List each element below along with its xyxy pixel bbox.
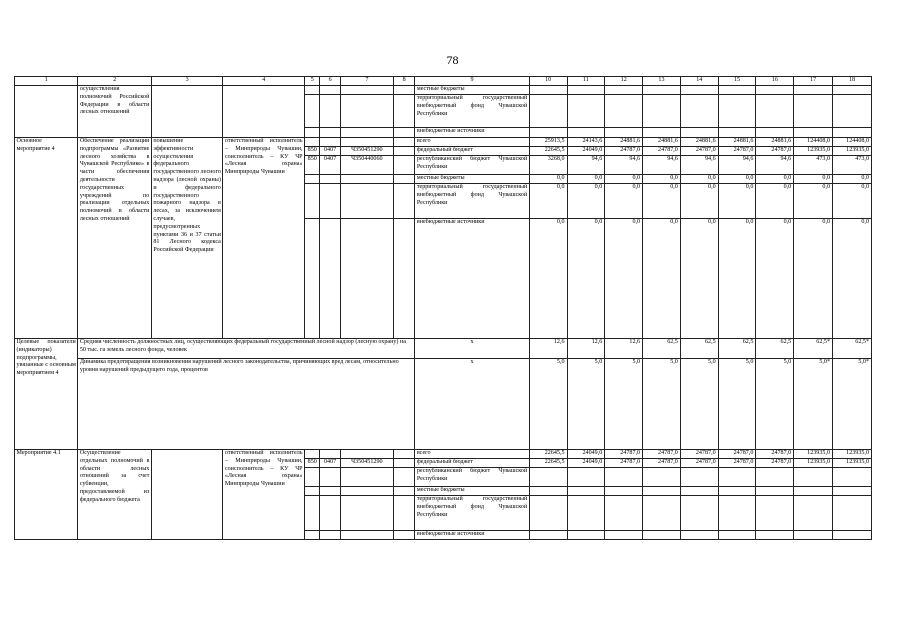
value-cell: 0,0: [794, 184, 833, 219]
cont-measure-name: осуществления полномочий Российской Федерации в области лесных отношений: [78, 86, 152, 138]
value-cell: [605, 487, 643, 496]
value-cell: 24049,0: [567, 450, 605, 459]
value-cell: 24881,6: [680, 138, 718, 147]
code-cell: [320, 138, 340, 147]
value-cell: 24049,0: [567, 459, 605, 468]
m4-result: повышение эффективности осуществления федерального государственного лесного надзора (лесной охраны) и федерального государственного пожарного надзора в лесах, за исключением случаев, предусмотренных пунктами 36 и 37 статьи 81 Лесного кодекса Российской Федерации: [151, 138, 223, 339]
value-cell: [567, 487, 605, 496]
value-cell: [718, 86, 756, 95]
cont-col1: [15, 86, 78, 138]
code-cell: [305, 128, 320, 138]
value-cell: [529, 86, 567, 95]
funding-source: республиканский бюджет Чувашской Республики: [415, 468, 529, 487]
funding-source: территориальный государственный внебюджетный фонд Чувашской Республики: [415, 184, 529, 219]
value-cell: [794, 487, 833, 496]
value-cell: [605, 95, 643, 128]
column-number: 8: [393, 77, 414, 86]
column-number: 3: [151, 77, 223, 86]
value-cell: 25913,5: [529, 138, 567, 147]
value-cell: 24787,0: [605, 147, 643, 156]
column-number: 13: [643, 77, 681, 86]
value-cell: 0,0: [529, 175, 567, 184]
value-cell: [718, 487, 756, 496]
column-number: 15: [718, 77, 756, 86]
value-cell: 22645,5: [529, 147, 567, 156]
funding-source: федеральный бюджет: [415, 459, 529, 468]
value-cell: [680, 531, 718, 540]
m4-title: Основное мероприятие 4: [15, 138, 78, 339]
value-cell: [605, 468, 643, 487]
funding-source: местные бюджеты: [415, 175, 529, 184]
code-cell: [320, 175, 340, 184]
value-cell: [794, 128, 833, 138]
value-cell: 0,0: [833, 175, 872, 184]
column-number: 17: [794, 77, 833, 86]
value-cell: [567, 531, 605, 540]
value-cell: [718, 128, 756, 138]
value-cell: [833, 496, 872, 531]
code-cell: Ч350451290: [340, 459, 393, 468]
code-cell: [340, 487, 393, 496]
m41-result: [151, 450, 223, 540]
value-cell: 24049,0: [567, 147, 605, 156]
indicator-x: x: [415, 359, 529, 450]
value-cell: 0,0: [605, 219, 643, 339]
value-cell: 0,0: [833, 219, 872, 339]
value-cell: 24787,0: [718, 459, 756, 468]
value-cell: 123935,0: [833, 147, 872, 156]
funding-source: территориальный государственный внебюджетный фонд Чувашской Республики: [415, 95, 529, 128]
code-cell: [320, 496, 340, 531]
value-cell: 0,0: [756, 175, 794, 184]
value-cell: 0,0: [718, 175, 756, 184]
value-cell: [529, 95, 567, 128]
value-cell: [605, 86, 643, 95]
value-cell: 24881,6: [718, 138, 756, 147]
code-cell: [393, 219, 414, 339]
code-cell: [305, 86, 320, 95]
value-cell: [605, 128, 643, 138]
value-cell: [567, 95, 605, 128]
code-cell: [340, 219, 393, 339]
m41-name: Осуществление отдельных полномочий в области лесных отношений за счет субвенции, предоставляемой из федерального бюджета: [78, 450, 152, 540]
column-number: 7: [340, 77, 393, 86]
column-number: 18: [833, 77, 872, 86]
value-cell: 24787,0: [680, 450, 718, 459]
column-number: 1: [15, 77, 78, 86]
code-cell: [393, 138, 414, 147]
indicator-value: 62,5*: [833, 339, 872, 359]
value-cell: [718, 531, 756, 540]
value-cell: 0,0: [643, 175, 681, 184]
code-cell: [340, 184, 393, 219]
value-cell: [756, 86, 794, 95]
value-cell: [643, 468, 681, 487]
value-cell: [643, 487, 681, 496]
code-cell: [393, 175, 414, 184]
column-number: 10: [529, 77, 567, 86]
table-row: [15, 86, 872, 95]
value-cell: 0,0: [605, 175, 643, 184]
code-cell: 0407: [320, 147, 340, 156]
code-cell: [320, 531, 340, 540]
code-cell: [393, 184, 414, 219]
value-cell: [833, 468, 872, 487]
code-cell: [393, 531, 414, 540]
indicator-value: 12,6: [605, 339, 643, 359]
value-cell: [756, 531, 794, 540]
value-cell: 24881,6: [643, 138, 681, 147]
value-cell: [833, 86, 872, 95]
value-cell: 123935,0: [833, 459, 872, 468]
m4-name: Обеспечение реализации подпрограммы «Развитие лесного хозяйства в Чувашской Республике» в части обеспечения деятельности государственных учреждений по реализации отдельных полномочий в области лесных отношений: [78, 138, 152, 339]
value-cell: 24787,0: [756, 459, 794, 468]
code-cell: 0407: [320, 459, 340, 468]
code-cell: [320, 219, 340, 339]
code-cell: [305, 184, 320, 219]
value-cell: 24787,0: [718, 450, 756, 459]
code-cell: [340, 128, 393, 138]
code-cell: [393, 95, 414, 128]
funding-source: местные бюджеты: [415, 86, 529, 95]
value-cell: [643, 86, 681, 95]
value-cell: [643, 531, 681, 540]
indicator-value: 5,0: [718, 359, 756, 450]
value-cell: [529, 128, 567, 138]
value-cell: [680, 95, 718, 128]
value-cell: [680, 86, 718, 95]
value-cell: 0,0: [794, 175, 833, 184]
code-cell: [340, 468, 393, 487]
value-cell: [833, 95, 872, 128]
code-cell: 850: [305, 459, 320, 468]
column-number: 9: [415, 77, 529, 86]
value-cell: [718, 95, 756, 128]
value-cell: [794, 86, 833, 95]
value-cell: [529, 531, 567, 540]
indicator-value: 5,0*: [833, 359, 872, 450]
value-cell: 0,0: [833, 184, 872, 219]
value-cell: [567, 468, 605, 487]
code-cell: 850: [305, 156, 320, 175]
value-cell: 24787,0: [718, 147, 756, 156]
indicator-value: 5,0: [567, 359, 605, 450]
value-cell: 0,0: [756, 184, 794, 219]
value-cell: 94,6: [718, 156, 756, 175]
code-cell: [340, 531, 393, 540]
program-table: [14, 76, 872, 540]
code-cell: [320, 468, 340, 487]
value-cell: [833, 128, 872, 138]
code-cell: [305, 468, 320, 487]
page-number: 78: [446, 53, 459, 67]
code-cell: [305, 450, 320, 459]
funding-source: территориальный государственный внебюджетный фонд Чувашской Республики: [415, 496, 529, 531]
value-cell: 24787,0: [756, 147, 794, 156]
value-cell: 24787,0: [643, 459, 681, 468]
code-cell: [393, 147, 414, 156]
value-cell: 124408,0: [794, 138, 833, 147]
value-cell: [529, 468, 567, 487]
value-cell: 0,0: [529, 219, 567, 339]
indicator-value: 5,0: [643, 359, 681, 450]
value-cell: 0,0: [680, 184, 718, 219]
code-cell: [320, 487, 340, 496]
value-cell: [794, 496, 833, 531]
value-cell: 3268,0: [529, 156, 567, 175]
value-cell: [756, 487, 794, 496]
cont-col4: [223, 86, 305, 138]
targets-title: Целевые показатели (индикаторы) подпрограммы, увязанные с основным мероприятием 4: [15, 339, 78, 450]
column-number: 11: [567, 77, 605, 86]
value-cell: [794, 468, 833, 487]
indicator-value: 62,5: [756, 339, 794, 359]
code-cell: Ч350451290: [340, 147, 393, 156]
value-cell: 0,0: [567, 184, 605, 219]
value-cell: [756, 468, 794, 487]
funding-source: всего: [415, 450, 529, 459]
value-cell: 24787,0: [605, 450, 643, 459]
m41-executor: ответственный исполнитель – Минприроды Чувашии, соисполнитель – КУ ЧР «Лесная охрана» Минприроды Чувашии: [223, 450, 305, 540]
value-cell: [643, 95, 681, 128]
indicator-value: 5,0*: [794, 359, 833, 450]
value-cell: 94,6: [567, 156, 605, 175]
code-cell: [340, 86, 393, 95]
value-cell: [567, 86, 605, 95]
value-cell: 0,0: [680, 219, 718, 339]
table-row: [15, 450, 872, 459]
value-cell: 123935,0: [794, 450, 833, 459]
indicator-value: 12,6: [567, 339, 605, 359]
value-cell: 24787,0: [756, 450, 794, 459]
code-cell: [340, 138, 393, 147]
value-cell: [605, 531, 643, 540]
code-cell: [393, 128, 414, 138]
code-cell: [320, 86, 340, 95]
value-cell: [718, 496, 756, 531]
value-cell: 0,0: [605, 184, 643, 219]
code-cell: [393, 450, 414, 459]
value-cell: 123935,0: [794, 147, 833, 156]
value-cell: [605, 496, 643, 531]
value-cell: 24143,6: [567, 138, 605, 147]
column-number: 12: [605, 77, 643, 86]
code-cell: [393, 468, 414, 487]
indicator-value: 62,5: [718, 339, 756, 359]
column-number: 4: [223, 77, 305, 86]
value-cell: 94,6: [605, 156, 643, 175]
column-number: 14: [680, 77, 718, 86]
value-cell: [567, 496, 605, 531]
value-cell: [833, 487, 872, 496]
indicator-text: Средняя численность должностных лиц, осуществляющих федеральный государственный лесной надзор (лесную охрану) на 50 тыс. га земель лесного фонда, человек: [78, 339, 415, 359]
indicator-value: 62,5: [680, 339, 718, 359]
code-cell: [340, 496, 393, 531]
value-cell: 24787,0: [605, 459, 643, 468]
value-cell: [794, 531, 833, 540]
value-cell: 123935,0: [833, 450, 872, 459]
table-row: [15, 359, 872, 450]
funding-source: федеральный бюджет: [415, 147, 529, 156]
value-cell: 0,0: [794, 219, 833, 339]
code-cell: Ч350440060: [340, 156, 393, 175]
column-number: 16: [756, 77, 794, 86]
indicator-value: 62,5*: [794, 339, 833, 359]
value-cell: 124408,0: [833, 138, 872, 147]
funding-source: местные бюджеты: [415, 487, 529, 496]
value-cell: 24787,0: [680, 459, 718, 468]
value-cell: 0,0: [643, 184, 681, 219]
value-cell: 24787,0: [643, 147, 681, 156]
value-cell: 0,0: [567, 219, 605, 339]
value-cell: 0,0: [718, 184, 756, 219]
code-cell: [340, 95, 393, 128]
header-row: [15, 77, 872, 86]
code-cell: [305, 487, 320, 496]
value-cell: 0,0: [643, 219, 681, 339]
code-cell: [393, 487, 414, 496]
code-cell: 0407: [320, 156, 340, 175]
indicator-x: x: [415, 339, 529, 359]
value-cell: [794, 95, 833, 128]
value-cell: 22645,5: [529, 459, 567, 468]
value-cell: 0,0: [756, 219, 794, 339]
value-cell: 94,6: [643, 156, 681, 175]
m41-title: Мероприятие 4.1: [15, 450, 78, 540]
value-cell: [643, 128, 681, 138]
value-cell: 0,0: [718, 219, 756, 339]
code-cell: [305, 175, 320, 184]
column-number: 2: [78, 77, 152, 86]
value-cell: [756, 496, 794, 531]
code-cell: [320, 450, 340, 459]
value-cell: [756, 128, 794, 138]
cont-col3: [151, 86, 223, 138]
value-cell: [756, 95, 794, 128]
code-cell: 850: [305, 147, 320, 156]
value-cell: 24787,0: [680, 147, 718, 156]
code-cell: [393, 459, 414, 468]
code-cell: [320, 128, 340, 138]
value-cell: 0,0: [680, 175, 718, 184]
value-cell: [680, 468, 718, 487]
code-cell: [393, 496, 414, 531]
code-cell: [320, 184, 340, 219]
code-cell: [305, 95, 320, 128]
value-cell: 473,0: [833, 156, 872, 175]
value-cell: [567, 128, 605, 138]
funding-source: республиканский бюджет Чувашской Республики: [415, 156, 529, 175]
value-cell: [680, 487, 718, 496]
column-number: 6: [320, 77, 340, 86]
value-cell: 94,6: [680, 156, 718, 175]
funding-source: внебюджетные источники: [415, 128, 529, 138]
value-cell: 0,0: [529, 184, 567, 219]
code-cell: [305, 496, 320, 531]
value-cell: 123935,0: [794, 459, 833, 468]
table-row: [15, 339, 872, 359]
funding-source: внебюджетные источники: [415, 219, 529, 339]
value-cell: 473,0: [794, 156, 833, 175]
value-cell: 0,0: [567, 175, 605, 184]
code-cell: [340, 175, 393, 184]
indicator-value: 5,0: [605, 359, 643, 450]
indicator-value: 5,0: [529, 359, 567, 450]
value-cell: [529, 496, 567, 531]
code-cell: [320, 95, 340, 128]
value-cell: 24881,6: [605, 138, 643, 147]
indicator-value: 5,0: [680, 359, 718, 450]
value-cell: [833, 531, 872, 540]
column-number: 5: [305, 77, 320, 86]
code-cell: [393, 86, 414, 95]
value-cell: 24881,6: [756, 138, 794, 147]
value-cell: 22645,5: [529, 450, 567, 459]
code-cell: [340, 450, 393, 459]
value-cell: [680, 128, 718, 138]
funding-source: всего: [415, 138, 529, 147]
code-cell: [305, 219, 320, 339]
code-cell: [393, 156, 414, 175]
code-cell: [305, 531, 320, 540]
m4-executor: ответственный исполнитель – Минприроды Чувашии, соисполнитель – КУ ЧР «Лесная охрана» Минприроды Чувашии: [223, 138, 305, 339]
indicator-value: 12,6: [529, 339, 567, 359]
funding-source: внебюджетные источники: [415, 531, 529, 540]
indicator-value: 5,0: [756, 359, 794, 450]
table-row: [15, 138, 872, 147]
indicator-text: Динамика предотвращения возникновения нарушений лесного законодательства, причиняющих вред лесам, относительно уровня нарушений предыдущего года, процентов: [78, 359, 415, 450]
value-cell: [718, 468, 756, 487]
value-cell: [643, 496, 681, 531]
code-cell: [305, 138, 320, 147]
value-cell: [529, 487, 567, 496]
indicator-value: 62,5: [643, 339, 681, 359]
value-cell: 24787,0: [643, 450, 681, 459]
value-cell: [680, 496, 718, 531]
value-cell: 94,6: [756, 156, 794, 175]
